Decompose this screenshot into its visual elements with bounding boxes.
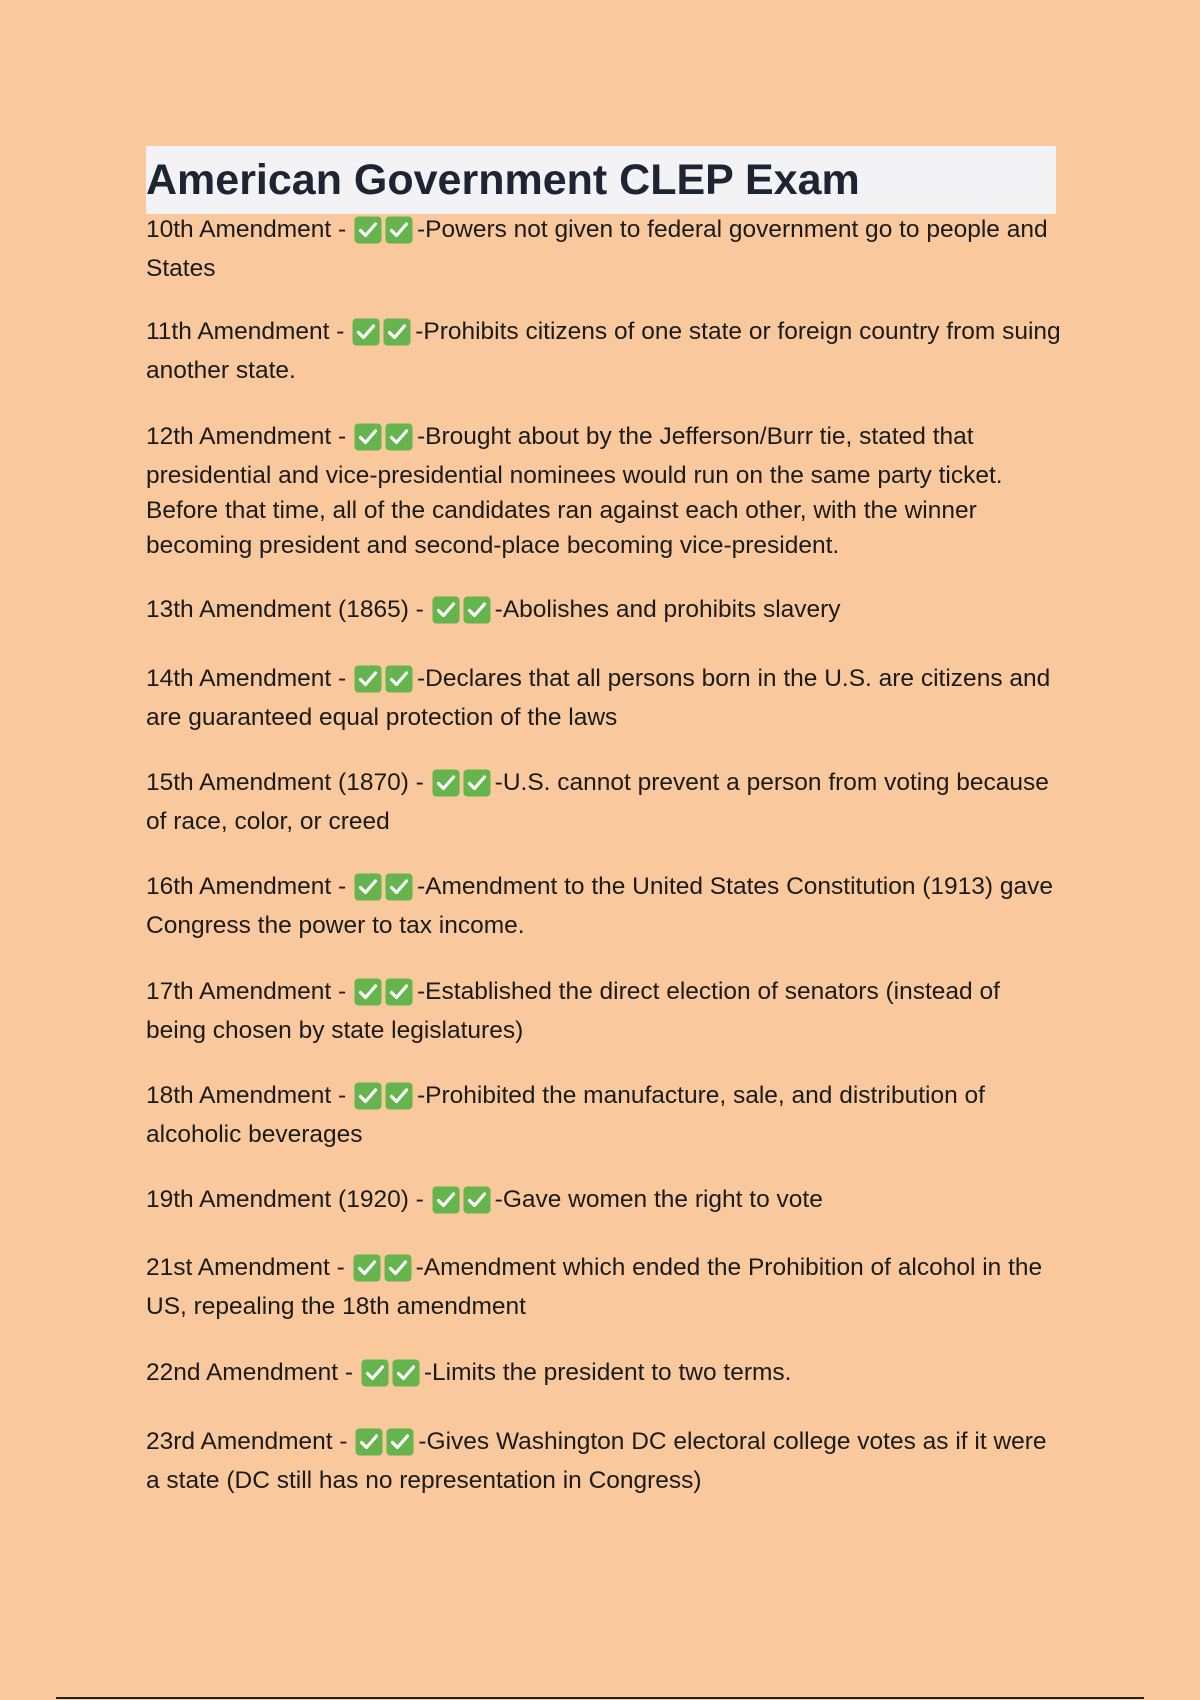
card-definition: -U.S. cannot prevent a person from voting because of race, color, or creed [146,769,1049,835]
card-definition: -Limits the president to two terms. [423,1359,792,1386]
white-check-mark-icon [383,318,411,346]
white-check-mark-icon [354,873,382,901]
card-definition: -Brought about by the Jefferson/Burr tie, stated that presidential and vice-presidential nominees would run on the same party ticket. Before that time, all of the candidates ran against each other, with the winner becoming president and second-place becoming vice-president. [146,423,1003,559]
check-marks [352,318,414,353]
check-marks [355,1428,417,1463]
card-term: 22nd Amendment [146,1359,339,1386]
white-check-mark-icon [432,1186,460,1214]
flashcard [146,592,1066,631]
card-term: 11th Amendment [146,318,330,345]
white-check-mark-icon [385,423,413,451]
card-separator: - [408,596,431,623]
flashcard [146,1078,1066,1152]
white-check-mark-icon [432,769,460,797]
check-marks [361,1359,423,1394]
white-check-mark-icon [352,318,380,346]
card-term: 12th Amendment [146,423,332,450]
white-check-mark-icon [355,1428,383,1456]
flashcard [146,661,1066,735]
check-marks [432,769,494,804]
card-separator: - [331,873,354,900]
card-term: 17th Amendment [146,978,332,1005]
flashcard [146,765,1066,839]
white-check-mark-icon [354,1082,382,1110]
white-check-mark-icon [354,978,382,1006]
card-separator: - [331,216,354,243]
flashcard [146,869,1066,943]
flashcard [146,1424,1066,1498]
check-marks [353,1254,415,1289]
card-separator: - [331,665,354,692]
card-definition: -Declares that all persons born in the U.S. are citizens and are guaranteed equal protection of the laws [146,665,1051,731]
card-separator: - [408,769,431,796]
flashcard [146,974,1066,1048]
card-definition: -Gives Washington DC electoral college votes as if it were a state (DC still has no representation in Congress) [146,1428,1047,1494]
white-check-mark-icon [385,873,413,901]
card-separator: - [331,1082,354,1109]
card-term: 15th Amendment (1870) [146,769,409,796]
white-check-mark-icon [392,1359,420,1387]
card-separator: - [408,1186,431,1213]
check-marks [432,1186,494,1221]
check-marks [354,978,416,1013]
check-marks [354,423,416,458]
card-separator: - [329,1254,352,1281]
card-term: 19th Amendment (1920) [146,1186,409,1213]
card-definition: -Amendment which ended the Prohibition of alcohol in the US, repealing the 18th amendment [146,1254,1043,1320]
white-check-mark-icon [384,1254,412,1282]
white-check-mark-icon [354,665,382,693]
white-check-mark-icon [385,978,413,1006]
card-definition: -Powers not given to federal government go to people and States [146,216,1048,282]
check-marks [354,665,416,700]
card-definition: -Abolishes and prohibits slavery [494,596,841,623]
white-check-mark-icon [463,596,491,624]
white-check-mark-icon [385,1082,413,1110]
card-separator: - [331,978,354,1005]
card-term: 14th Amendment [146,665,332,692]
card-term: 21st Amendment [146,1254,330,1281]
check-marks [432,596,494,631]
card-separator: - [338,1359,360,1386]
white-check-mark-icon [432,596,460,624]
card-separator: - [332,1428,355,1455]
white-check-mark-icon [361,1359,389,1387]
white-check-mark-icon [463,1186,491,1214]
check-marks [354,873,416,908]
white-check-mark-icon [354,423,382,451]
flashcard [146,212,1066,286]
white-check-mark-icon [463,769,491,797]
flashcard [146,1355,1066,1394]
flashcard [146,419,1066,563]
flashcard [146,1182,1066,1221]
card-definition: -Established the direct election of senators (instead of being chosen by state legislatures) [146,978,1000,1044]
white-check-mark-icon [354,216,382,244]
white-check-mark-icon [353,1254,381,1282]
check-marks [354,216,416,251]
card-term: 18th Amendment [146,1082,332,1109]
card-definition: -Gave women the right to vote [494,1186,823,1213]
card-separator: - [331,423,354,450]
check-marks [354,1082,416,1117]
card-term: 10th Amendment [146,216,332,243]
page-title: American Government CLEP Exam [146,146,1056,214]
footer-divider [56,1697,1144,1699]
white-check-mark-icon [386,1428,414,1456]
card-term: 13th Amendment (1865) [146,596,409,623]
flashcard [146,1250,1066,1324]
white-check-mark-icon [385,216,413,244]
white-check-mark-icon [385,665,413,693]
card-definition: -Prohibited the manufacture, sale, and distribution of alcoholic beverages [146,1082,985,1148]
card-definition: -Prohibits citizens of one state or foreign country from suing another state. [146,318,1061,384]
card-term: 16th Amendment [146,873,332,900]
card-term: 23rd Amendment [146,1428,333,1455]
card-definition: -Amendment to the United States Constitution (1913) gave Congress the power to tax income. [146,873,1054,939]
flashcard [146,314,1066,388]
card-separator: - [329,318,352,345]
